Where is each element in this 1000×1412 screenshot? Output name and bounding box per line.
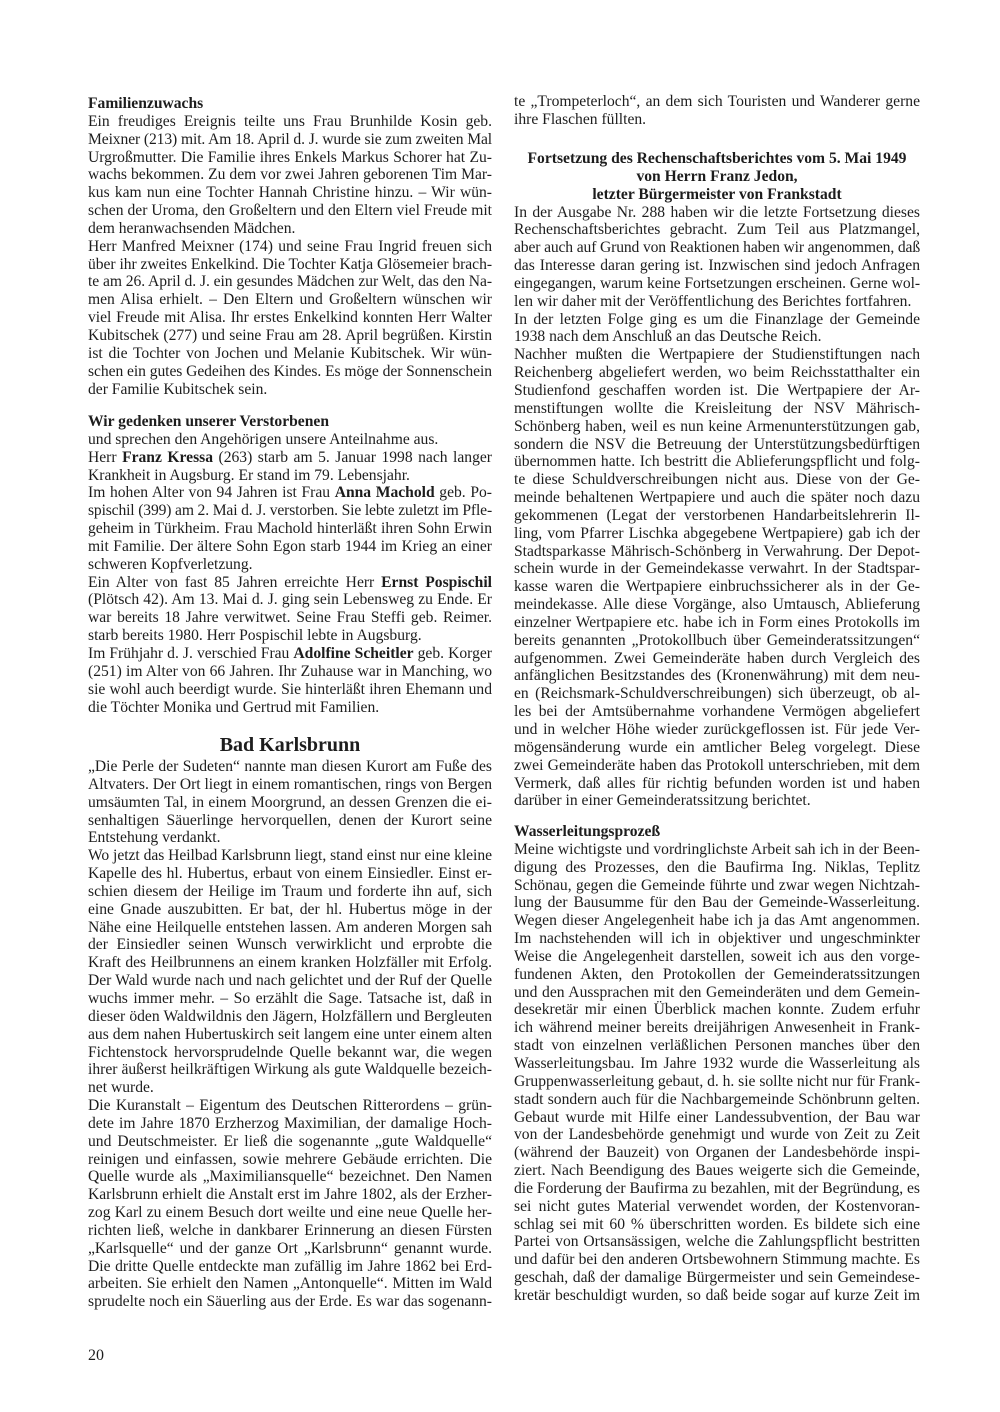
text-line: aber auch auf Grund von Reaktionen haben wir angenommen, daß	[514, 239, 920, 257]
text-run: geb. Korger	[413, 644, 492, 662]
text-line: ist die Tochter von Jochen und Melanie Kubitschek. Wir wün-	[88, 344, 492, 362]
text-line: und sprechen den Angehörigen unsere Anteilnahme aus.	[88, 430, 439, 448]
section-heading: Wasserleitungsprozeß	[514, 823, 661, 840]
person-name: Franz Kressa	[122, 448, 214, 466]
paragraph	[514, 346, 920, 810]
text-line	[88, 574, 492, 592]
text-line: und dafür bei den anderen Ortsbewohnern Stimmung machte. Es	[514, 1251, 920, 1269]
text-line: Wasserleitungsbau. Im Jahre 1932 wurde die Wasserleitung als	[514, 1054, 920, 1072]
text-run: (263) starb am 5. Januar 1998 nach langer	[213, 448, 492, 466]
text-line: Reichenberg abgeliefert werden, wo beim Reichsstatthalter ein	[514, 364, 920, 382]
text-line: en (Reichsmark-Schuldverschreibungen) sich überzeugt, ob al-	[514, 685, 920, 703]
text-line: „Karlsquelle“ und der ganze Ort „Karlsbrunn“ genannt wurde.	[88, 1239, 492, 1257]
text-line: desekretär mir einen Überblick machen konnte. Zudem erfuhr	[514, 1001, 920, 1019]
text-line: men Alisa erhielt. – Den Eltern und Großeltern wünschen wir	[88, 291, 492, 309]
text-line: der Einsiedler seinen Wunsch verwirklicht und erprobte die	[88, 936, 492, 954]
text-line: Gruppenwasserleitung gebaut, d. h. sie sollte nicht nur für Frank-	[514, 1072, 920, 1090]
text-line: war bereits 18 Jahre verwitwet. Seine Frau Steffi geb. Reimer.	[88, 609, 492, 627]
text-line: gekommenen (Legat der verstorbenen Handarbeitslehrerin Il-	[514, 506, 920, 524]
text-line	[88, 484, 492, 502]
text-line: Stadtsparkasse Mährisch-Schönberg in Verwahrung. Der Depot-	[514, 542, 920, 560]
text-line: Wo jetzt das Heilbad Karlsbrunn liegt, stand einst nur eine kleine	[88, 847, 492, 865]
paragraph	[88, 431, 492, 449]
text-line: meindekasse. Alle diese Vorgänge, also Umtausch, Ablieferung	[514, 596, 920, 614]
article-block	[88, 413, 492, 716]
article-block	[514, 823, 920, 1305]
text-line: schen der Uroma, den Großeltern und den Eltern viel Freude mit	[88, 202, 492, 220]
text-line: stadt von einzelnen verläßlichen Personen manches über den	[514, 1037, 920, 1055]
text-line: eingegangen, warum keine Fortsetzungen erscheinen. Gerne wol-	[514, 274, 921, 292]
text-line: zog Karl zu einem Besuch dort weilte und eine neue Quelle her-	[88, 1204, 492, 1222]
text-line: Weise die Angelegenheit darstellen, soweit ich aus den vorge-	[514, 947, 920, 965]
text-line: sie wohl auch beerdigt wurde. Sie hinterläßt ihren Ehemann und	[88, 680, 492, 698]
text-line: die Forderung der Baufirma zu bezahlen, mit der Begründung, es	[514, 1179, 920, 1197]
text-line: Gebaut wurde mit Hilfe einer Landessubvention, der Bau war	[514, 1108, 920, 1126]
text-line: meinde behaltenen Wertpapiere und auch die später noch dazu	[514, 489, 920, 507]
text-line: dieser öden Waldwildnis den Jägern, Holzfällern und Bergleuten	[88, 1007, 492, 1025]
text-line: digung des Prozesses, den die Baufirma Ing. Niklas, Teplitz	[514, 858, 920, 876]
article-block	[88, 733, 492, 1311]
text-line: net wurde.	[88, 1079, 154, 1097]
text-line	[88, 645, 492, 663]
paragraph	[514, 93, 920, 129]
text-line: In der Ausgabe Nr. 288 haben wir die letzte Fortsetzung dieses	[514, 203, 920, 221]
text-line: geheim in Türkheim. Frau Machold hinterläßt ihren Sohn Erwin	[88, 520, 492, 538]
text-line: te am 26. April d. J. ein gesundes Mädchen zur Welt, das den Na-	[88, 273, 492, 291]
paragraph	[88, 1097, 492, 1311]
text-line: bereits genannten „Protokollbuch über Gemeinderatssitzungen“	[514, 631, 920, 649]
text-line: kasse waren die Wertpapiere einbruchssicherer als in der Ge-	[514, 578, 920, 596]
text-line: und den Aussprachen mit den Gemeinderäten und dem Gemein-	[514, 983, 920, 1001]
text-line: kus kam nun eine Tochter Hannah Christine hinzu. – Wir wün-	[88, 184, 492, 202]
text-line: Nähe eine Heilquelle entstehen lassen. Am anderen Morgen sah	[88, 918, 492, 936]
text-line: Kapelle des hl. Hubertus, erbaut von einem Einsiedler. Einst er-	[88, 865, 492, 883]
text-line: Ein freudiges Ereignis teilte uns Frau Brunhilde Kosin geb.	[88, 112, 492, 130]
text-line: aufgenommen. Zwei Gemeinderäte haben durch Vergleich des	[514, 649, 920, 667]
text-line: (Plötsch 42). Am 13. Mai d. J. ging sein Lebensweg zu Ende. Er	[88, 591, 492, 609]
text-run: Im Frühjahr d. J. verschied Frau	[88, 644, 294, 662]
text-line: geschah, daß der damalige Bürgermeister und sein Gemeindese-	[514, 1269, 920, 1287]
text-line: schein wurde in der Gemeindekasse verwahrt. In der Stadtspar-	[514, 560, 920, 578]
text-line: ich während meiner bereits dreijährigen Anwesenheit in Frank-	[514, 1019, 920, 1037]
text-line: Meixner (213) mit. Am 18. April d. J. wurde sie zum zweiten Mal	[88, 130, 492, 148]
text-line: starb bereits 1980. Herr Pospischil lebte in Augsburg.	[88, 627, 422, 645]
text-line: wuchs immer mehr. – So erzählt die Sage. Tatsache ist, daß in	[88, 989, 492, 1007]
paragraph	[88, 449, 492, 485]
text-line: über ihr zweites Enkelkind. Die Tochter Katja Glösemeier brach-	[88, 255, 492, 273]
person-name: Ernst Pospischil	[381, 573, 492, 591]
text-line	[88, 449, 492, 467]
text-line: fundenen Akten, den Protokollen der Gemeinderatssitzungen	[514, 965, 920, 983]
text-line: Schönau, gegen die Gemeinde führte und zwar wegen Nichtzah-	[514, 876, 920, 894]
text-line: Meine wichtigste und vordringlichste Arbeit sah ich in der Been-	[514, 840, 920, 858]
article-block	[514, 150, 920, 810]
section-heading: Familienzuwachs	[88, 95, 204, 112]
text-line: schien diesem der Heilige im Traum und forderte ihn auf, sich	[88, 882, 492, 900]
text-line: senhaltigen Säuerlinge hervorquellen, denen der Kurort seine	[88, 811, 492, 829]
paragraph	[88, 113, 492, 238]
text-line: mit Familie. Der ältere Sohn Egon starb 1944 im Krieg an einer	[88, 537, 492, 555]
text-line: „Die Perle der Sudeten“ nannte man diesen Kurort am Fuße des	[88, 758, 492, 775]
article-title: Bad Karlsbrunn	[219, 734, 361, 756]
text-line: schlag sei mit 60 % überschritten worden. Es bildete sich eine	[514, 1215, 920, 1233]
text-line: Die dritte Quelle entdeckte man zufällig im Jahre 1862 bei Erd-	[88, 1257, 492, 1275]
text-line: Schönberg haben, weil es nun keine Armenunterstützungen gab,	[514, 417, 920, 435]
text-line: und in welcher Höhe wieder zurückgeflossen ist. Für jede Ver-	[514, 721, 920, 738]
paragraph	[88, 758, 492, 847]
text-line: reinigen und einfassen, sowie mehrere Gebäude errichten. Die	[88, 1150, 492, 1168]
text-line: übernommen hatte. Ich bestritt die Ablieferungspflicht und folg-	[514, 453, 920, 471]
text-line: (251) im Alter von 66 Jahren. Ihr Zuhause war in Manching, wo	[88, 662, 492, 680]
text-line: aus dem nahen Hubertuskirch seit langem eine unter einem alten	[88, 1025, 492, 1043]
text-line: In der letzten Folge ging es um die Finanzlage der Gemeinde	[514, 310, 920, 328]
person-name: Adolfine Scheitler	[293, 644, 414, 662]
text-line: einzelner Wertpapiere etc. habe ich in Form eines Protokolls im	[514, 613, 920, 631]
text-line: richten ließ, welche in dankbarer Erinnerung an diesen Fürsten	[88, 1221, 492, 1239]
section-heading: letzter Bürgermeister von Frankstadt	[592, 185, 842, 203]
text-run: Im hohen Alter von 94 Jahren ist Frau	[88, 484, 335, 502]
text-line: menstiftungen wollte die Kreisleitung der NSV Mährisch-	[514, 399, 920, 417]
text-line: darüber in einer Gemeinderatssitzung berichtet.	[514, 792, 811, 810]
text-line: eine Gnade auszubitten. Er bat, der hl. Hubertus möge in der	[88, 900, 492, 918]
text-line: schen ein gutes Gedeihen des Kindes. Es möge der Sonnenschein	[88, 362, 492, 380]
text-line: dem heranwachsenden Mädchen.	[88, 219, 296, 237]
text-line: ziert. Nach Beendigung des Baues weigerte sich die Gemeinde,	[514, 1162, 920, 1180]
text-line: schweren Kopfverletzung.	[88, 555, 253, 573]
paragraph	[514, 311, 920, 347]
text-line: Quelle wurde als „Maximiliansquelle“ bezeichnet. Den Namen	[88, 1168, 492, 1186]
text-line: Kraft des Heilbrunnens an einem kranken Holzfäller mit Erfolg.	[88, 954, 492, 972]
text-line: ihre Flaschen füllten.	[514, 110, 647, 128]
text-line: Studienfond geschaffen worden ist. Die Wertpapiere der Ar-	[514, 381, 920, 399]
text-line: (während der Bauzeit) von Organen der Landesbehörde inspi-	[514, 1144, 920, 1162]
text-line: Vermerk, daß alles für richtig befunden worden ist und haben	[514, 774, 920, 792]
text-line: Wegen dieser Angelegenheit habe ich ja das Amt angenommen.	[514, 912, 920, 930]
text-line: 1938 nach dem Anschluß an das Deutsche Reich.	[514, 328, 822, 346]
paragraph	[88, 574, 492, 645]
text-line: Herr Manfred Meixner (174) und seine Frau Ingrid freuen sich	[88, 237, 492, 255]
text-line: ihrer äußerst heilkräftigen Wirkung als gute Waldquelle bezeich-	[88, 1061, 492, 1079]
text-line: len wir daher mit der Veröffentlichung des Berichtes fortfahren.	[514, 292, 912, 310]
person-name: Anna Machold	[334, 484, 435, 502]
text-line: das Interesse daran gering ist. Inzwischen sind jedoch Anfragen	[514, 257, 920, 275]
section-heading: Wir gedenken unserer Verstorbenen	[88, 413, 329, 430]
text-line: spischil (399) am 2. Mai d. J. verstorben. Sie lebte zuletzt im Pfle-	[88, 502, 492, 520]
text-line: stadt sondern auch für die Nachbargemeinde Schönbrunn gelten.	[514, 1090, 920, 1108]
text-line: Fichtenstock hervorsprudelnde Quelle bekannt war, die wegen	[88, 1043, 492, 1061]
text-line: sprudelte noch ein Säuerling aus der Erde. Es war das sogenann-	[88, 1293, 492, 1311]
paragraph	[88, 645, 492, 716]
paragraph	[88, 847, 492, 1097]
text-line: Rechenschaftsberichtes gebracht. Zum Teil aus Platzmangel,	[514, 221, 920, 239]
text-line: lung der Bausumme für den Bau der Gemeinde-Wasserleitung.	[514, 894, 920, 912]
text-line: anfänglichen Besitzstandes des (Kronenwährung) mit dem neu-	[514, 667, 920, 685]
text-line: Altvaters. Der Ort liegt in einem romantischen, rings von Bergen	[88, 775, 492, 793]
text-line: wachs bekommen. Zu dem vor zwei Jahren geborenen Tim Mar-	[88, 166, 492, 184]
text-line: ling, vom Pfarrer Lischka abgegebene Wertpapiere) gab ich der	[514, 524, 920, 542]
text-line: Entstehung verdankt.	[88, 829, 221, 847]
paragraph	[88, 484, 492, 573]
text-run: geb. Po-	[434, 484, 493, 502]
text-line: Krankheit in Augsburg. Er stand im 79. Lebensjahr.	[88, 466, 410, 484]
text-line: te diese Schuldverschreibungen nicht aus. Diese von der Ge-	[514, 471, 920, 489]
text-line: dete im Jahre 1870 Erzherzog Maximilian, der damalige Hoch-	[88, 1114, 492, 1132]
article-block	[514, 93, 920, 129]
text-line: arbeiten. Sie erhielt den Namen „Antonquelle“. Mitten im Wald	[88, 1275, 492, 1293]
section-heading: von Herrn Franz Jedon,	[636, 167, 798, 185]
section-heading: Fortsetzung des Rechenschaftsberichtes vom 5. Mai 1949	[527, 150, 907, 167]
paragraph	[514, 204, 920, 311]
text-line: die Töchter Monika und Gertrud mit Familien.	[88, 698, 380, 716]
text-line: umsäumten Tal, in einem Moorgrund, an dessen Grenzen die ei-	[88, 793, 492, 811]
text-line: Die Kuranstalt – Eigentum des Deutschen Ritterordens – grün-	[88, 1097, 492, 1115]
text-line: kretär beschuldigt wurden, so daß beide sogar auf kurze Zeit im	[514, 1286, 920, 1304]
text-line: sondern die NSV die Betreuung der Unterstützungsbedürftigen	[514, 435, 920, 453]
text-line: viel Freude mit Alisa. Ihr erstes Enkelkind konnten Herr Walter	[88, 309, 492, 327]
paragraph	[88, 238, 492, 399]
text-run: Ein Alter von fast 85 Jahren erreichte Herr	[88, 573, 382, 591]
paragraph	[514, 841, 920, 1305]
text-run: Herr	[88, 448, 123, 466]
text-line: der Familie Kubitschek sein.	[88, 380, 268, 398]
text-line: und Deutschmeister. Er ließ die sogenannte „gute Waldquelle“	[88, 1132, 492, 1150]
text-line: te „Trompeterloch“, an dem sich Touristen und Wanderer gerne	[514, 93, 920, 110]
text-line: von der Landesbehörde genehmigt und wurde von Zeit zu Zeit	[514, 1126, 920, 1144]
text-line: Der Wald wurde nach und nach gelichtet und der Ruf der Quelle	[88, 972, 492, 990]
page-number: 20	[88, 1347, 104, 1364]
text-line: mögensänderung wurde ein amtlicher Beleg vorgelegt. Diese	[514, 738, 920, 756]
text-line: Im nachstehenden will ich in objektiver und ungeschminkter	[514, 930, 920, 948]
article-block	[88, 95, 492, 398]
text-line: Nachher mußten die Wertpapiere der Studienstiftungen nach	[514, 346, 920, 364]
text-line: les bei der Amtsübernahme vorhandene Vermögen abgeliefert	[514, 703, 920, 721]
text-line: zwei Gemeinderäte haben das Protokoll unterschrieben, mit dem	[514, 756, 920, 774]
text-line: Karlsbrunn erhielt die Anstalt erst im Jahre 1802, als der Erzher-	[88, 1186, 492, 1204]
text-line: Urgroßmutter. Die Familie ihres Enkels Markus Schorer hat Zu-	[88, 148, 492, 166]
text-line: Kubitschek (277) und seine Frau am 28. April begrüßen. Kirstin	[88, 326, 492, 344]
text-line: Partei von Ortsansässigen, welche die Zahlungspflicht bestritten	[514, 1233, 920, 1251]
text-line: sei nicht gutes Material verwendet worden, der Kostenvoran-	[514, 1197, 920, 1215]
